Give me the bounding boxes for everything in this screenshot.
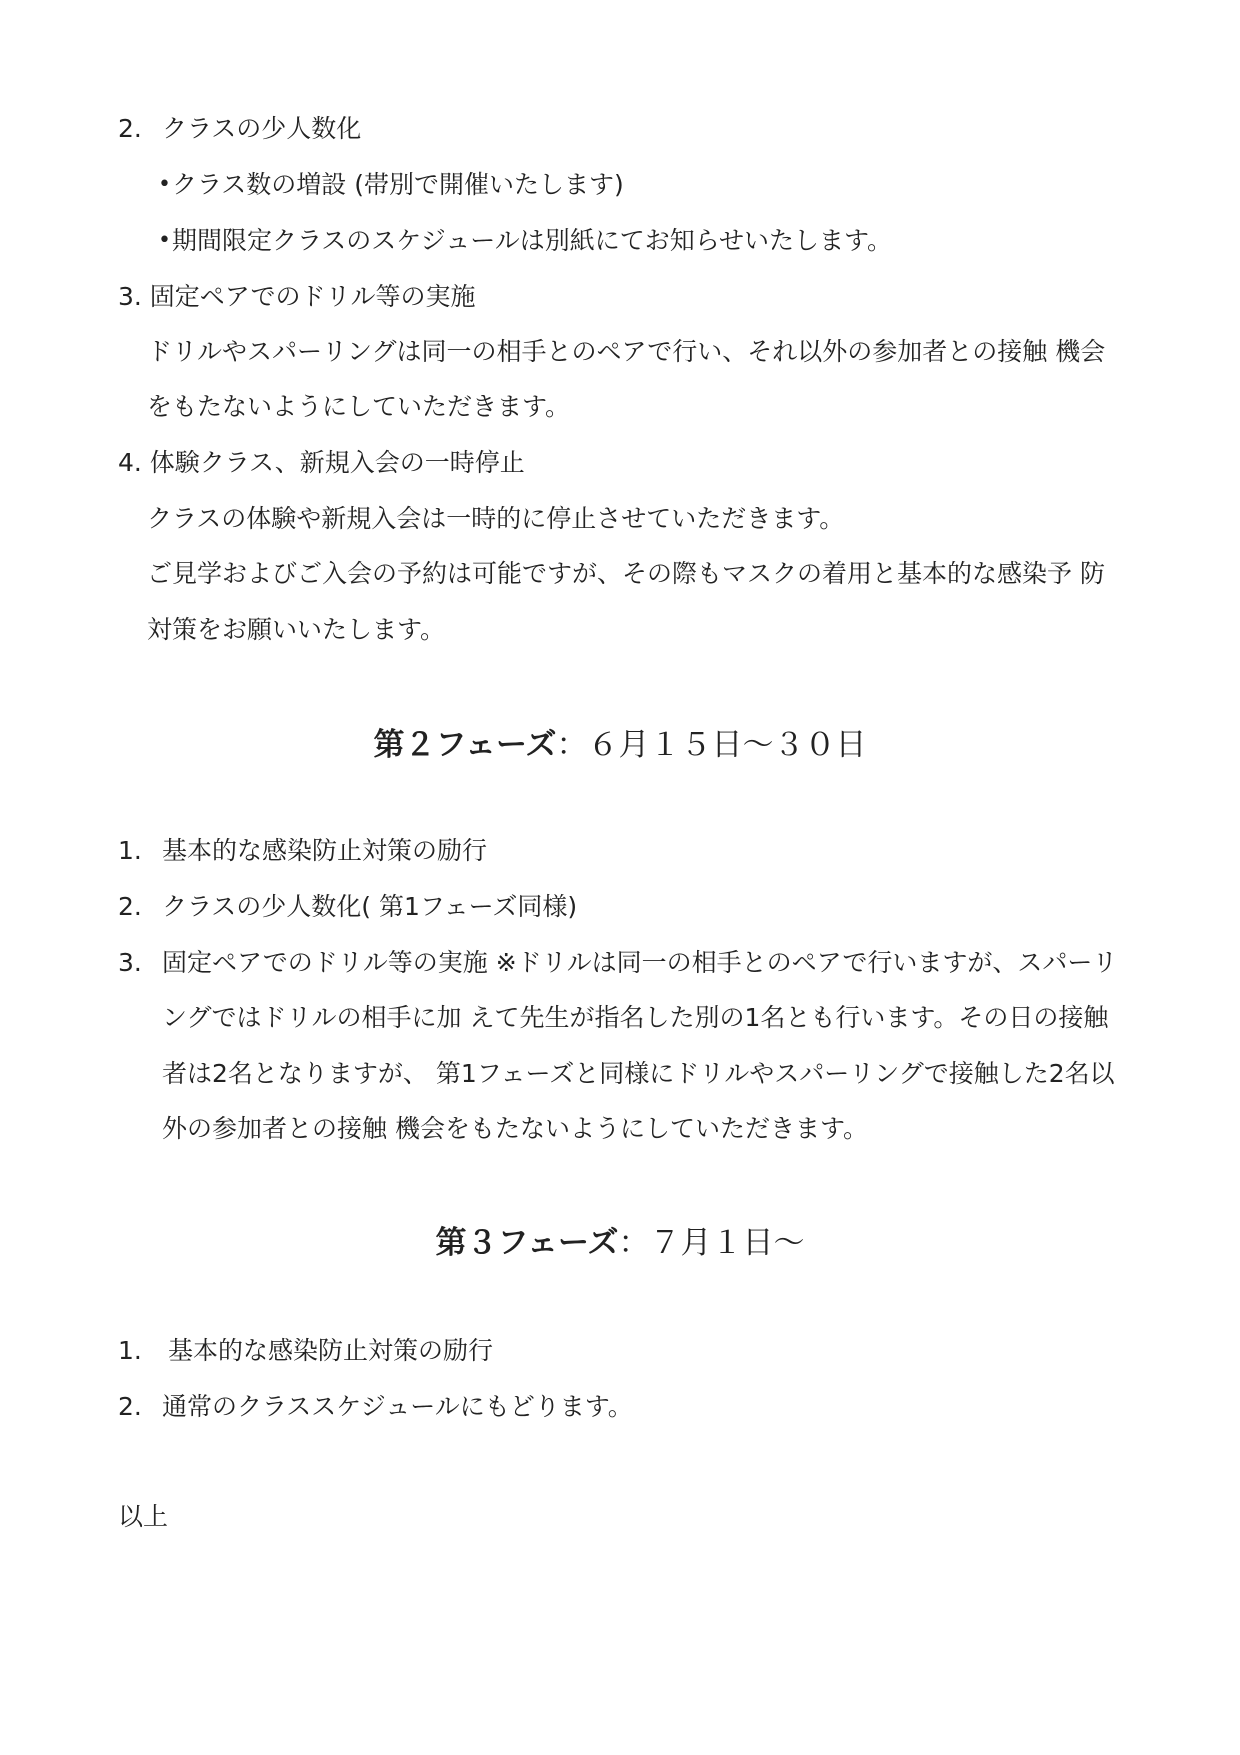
item-heading: 4. 体験クラス、新規入会の一時停止	[118, 448, 525, 477]
section-heading	[0, 1223, 1240, 1263]
item-text: 外の参加者との接触 機会をもたないようにしていただきます。	[162, 1114, 868, 1143]
item-text: 基本的な感染防止対策の励行	[162, 836, 488, 865]
item-number: 3.	[118, 948, 142, 977]
item-text: 固定ペアでのドリル等の実施 ※ドリルは同一の相手とのペアで行いますが、スパーリ	[162, 948, 1118, 977]
item-number: 2.	[118, 892, 142, 921]
item-heading: 3. 固定ペアでのドリル等の実施	[118, 282, 476, 311]
section-heading	[0, 725, 1240, 765]
closing-text: 以上	[118, 1502, 169, 1531]
item-text: 者は2名となりますが、 第1フェーズと同様にドリルやスパーリングで接触した2名以	[162, 1059, 1115, 1088]
section-title: 第２フェーズ	[373, 727, 557, 763]
item-number: 1.	[118, 1336, 142, 1365]
bullet-text: クラス数の増設 (帯別で開催いたします)	[172, 170, 624, 199]
item-body-line: 対策をお願いいたします。	[147, 615, 446, 644]
bullet-icon: •	[158, 172, 171, 197]
item-number: 1.	[118, 836, 142, 865]
item-text: 基本的な感染防止対策の励行	[168, 1336, 494, 1365]
item-text: クラスの少人数化( 第1フェーズ同様)	[162, 892, 578, 921]
item-number: 2.	[118, 114, 142, 143]
item-body-line: をもたないようにしていただきます。	[147, 392, 571, 421]
item-body-line: ご見学およびご入会の予約は可能ですが、その際もマスクの着用と基本的な感染予 防	[147, 559, 1105, 588]
item-text: 通常のクラススケジュールにもどります。	[162, 1392, 633, 1421]
item-text: ングではドリルの相手に加 えて先生が指名した別の1名とも行います。その日の接触	[162, 1003, 1109, 1032]
item-body-line: クラスの体験や新規入会は一時的に停止させていただきます。	[147, 504, 845, 533]
section-title: 第３フェーズ	[435, 1225, 619, 1261]
section-period: ：７月１日〜	[618, 1225, 805, 1261]
bullet-icon: •	[158, 228, 171, 253]
section-period: ：６月１５日〜３０日	[556, 727, 867, 763]
item-body-line: ドリルやスパーリングは同一の相手とのペアで行い、それ以外の参加者との接触 機会	[147, 337, 1106, 366]
item-number: 2.	[118, 1392, 142, 1421]
item-title: クラスの少人数化	[162, 114, 362, 143]
bullet-text: 期間限定クラスのスケジュールは別紙にてお知らせいたします。	[172, 226, 893, 255]
